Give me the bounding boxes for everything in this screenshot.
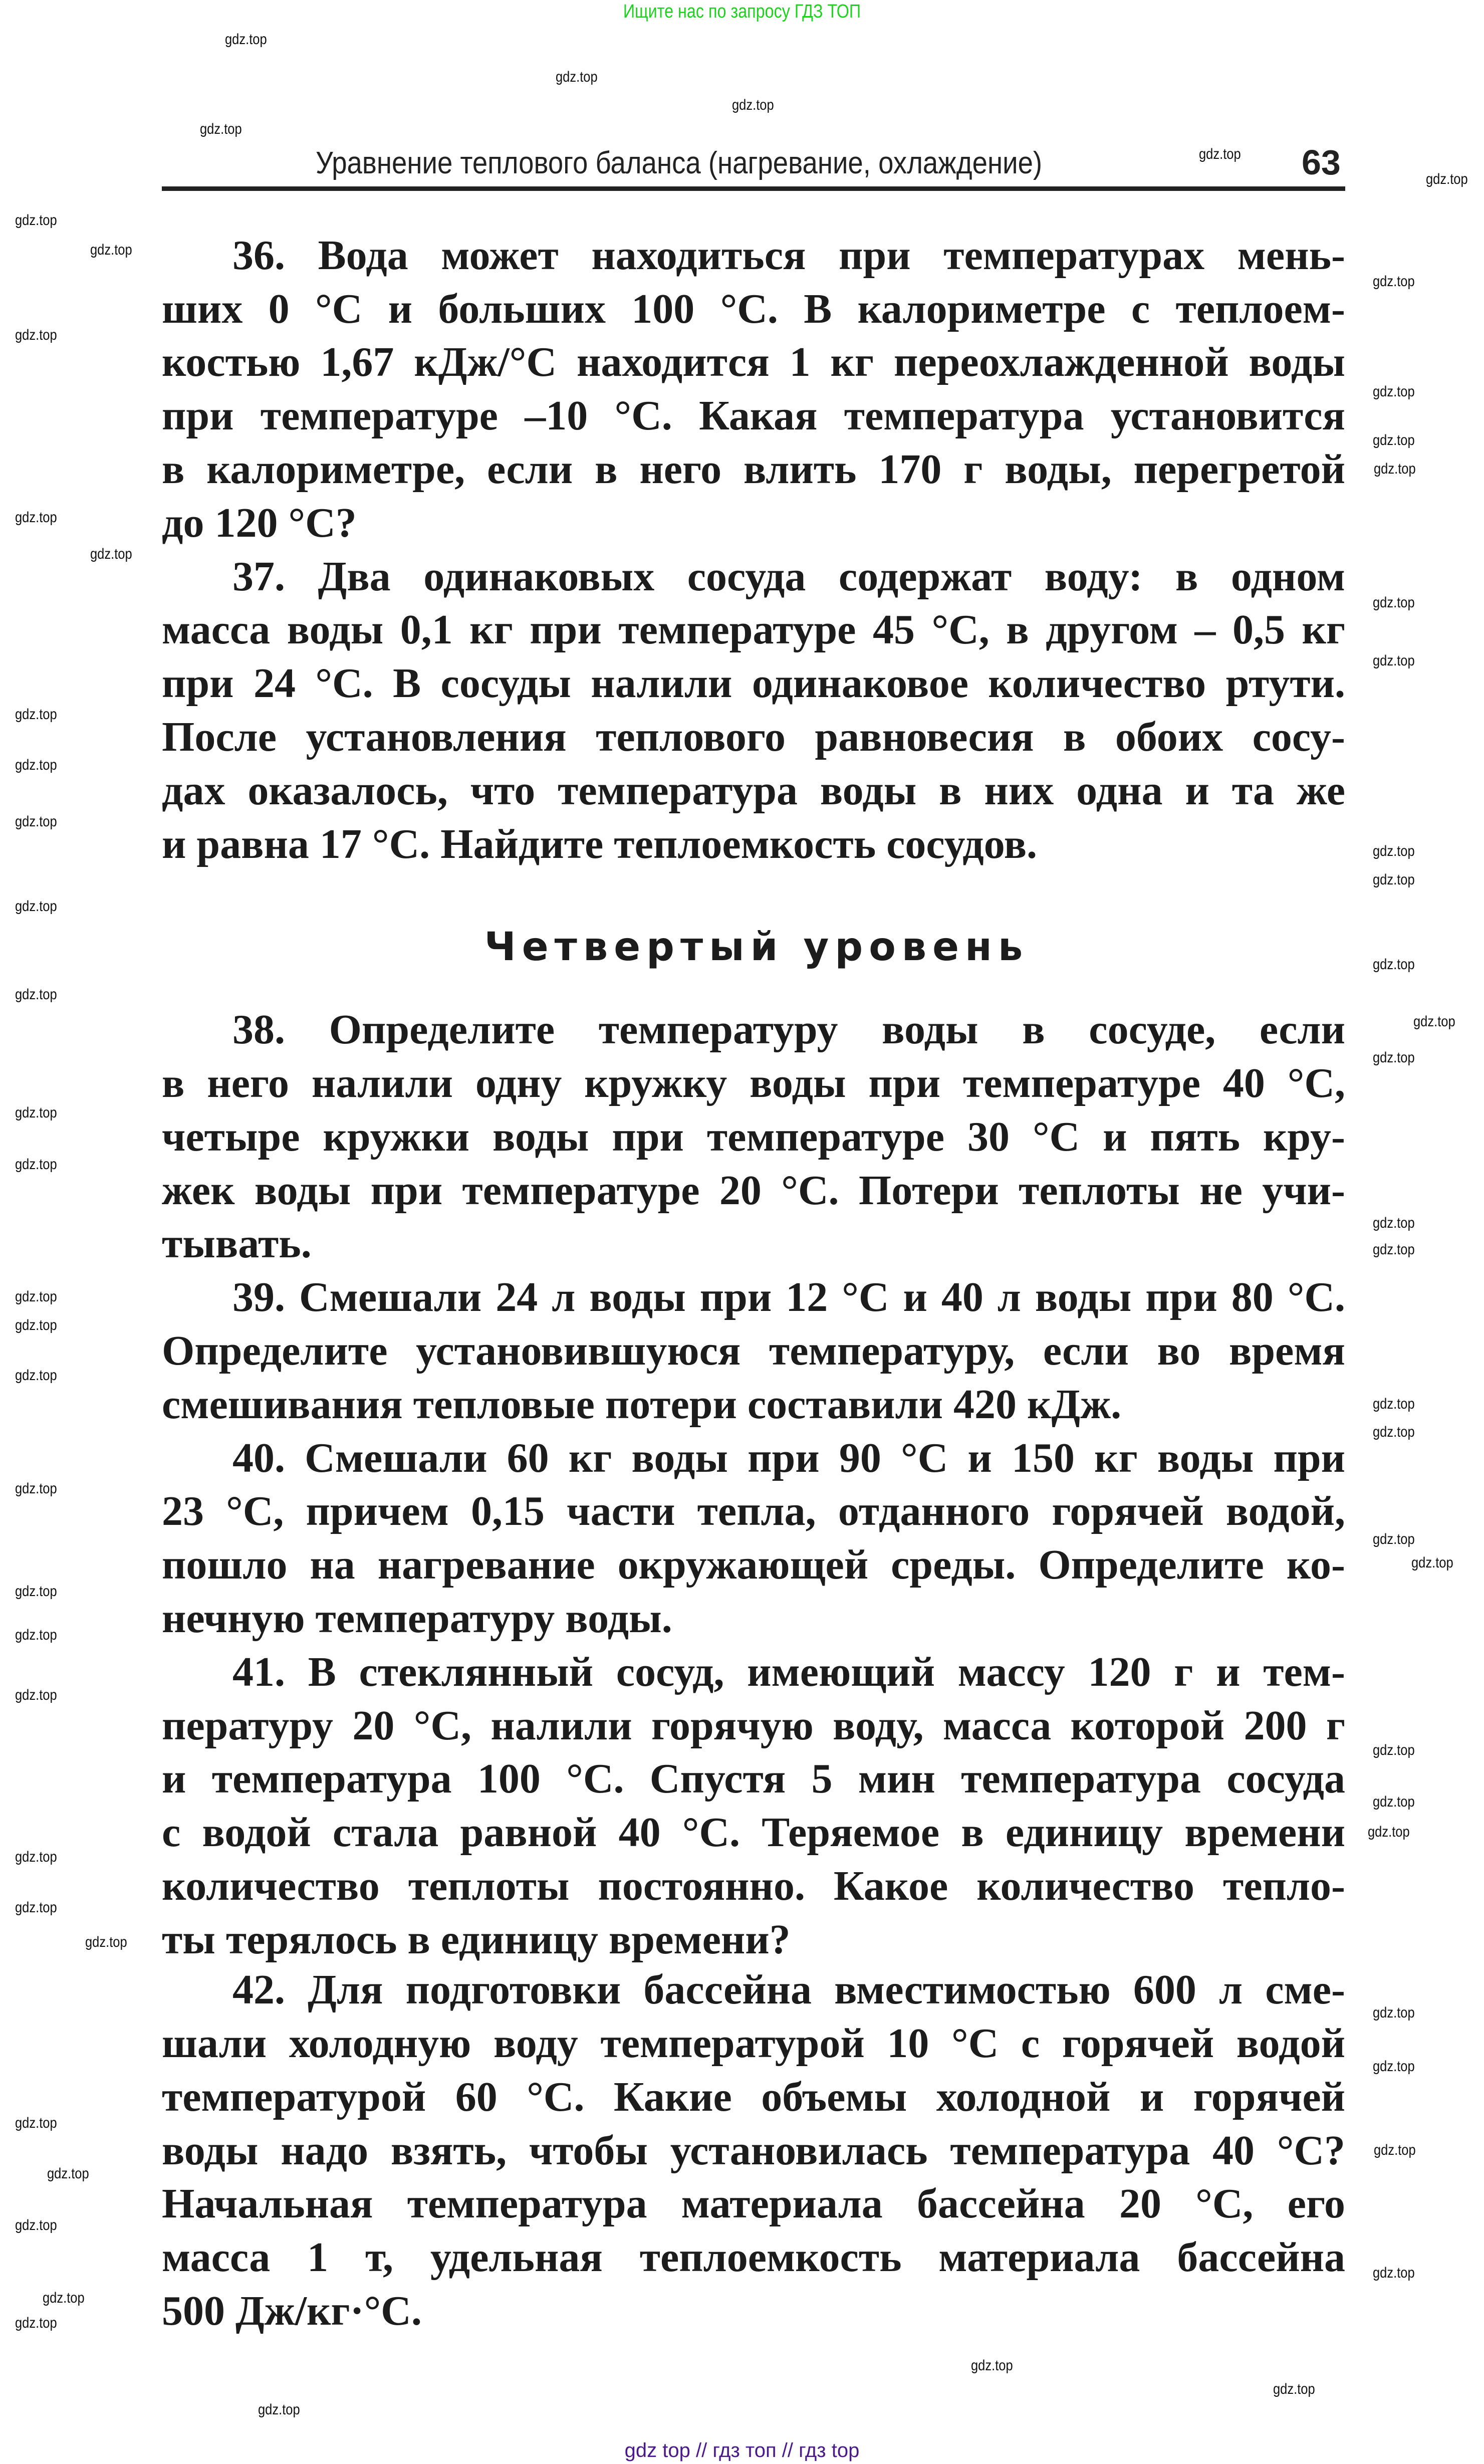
watermark: gdz.top <box>1373 432 1415 449</box>
problem-36-line <box>232 229 1345 282</box>
watermark: gdz.top <box>1373 594 1415 611</box>
problem-37-line <box>232 550 1345 603</box>
watermark: gdz.top <box>731 97 774 114</box>
problem-text: температурой 60 °C. Какие объемы холодной и горячей <box>162 2073 1345 2120</box>
problem-41-line <box>162 1752 1345 1806</box>
problem-38-line <box>162 1110 1345 1164</box>
watermark: gdz.top <box>1273 2381 1315 2398</box>
watermark: gdz.top <box>15 327 57 344</box>
problem-39-line <box>232 1270 1345 1324</box>
problem-37-line <box>162 817 1345 871</box>
problem-text: 23 °C, причем 0,15 части тепла, отданного горячей водой, <box>162 1488 1345 1535</box>
watermark: gdz.top <box>15 1899 57 1916</box>
problem-37-line <box>162 764 1345 817</box>
watermark: gdz.top <box>1373 956 1415 973</box>
problem-text: четыре кружки воды при температуре 30 °C и пять кру- <box>162 1113 1345 1160</box>
watermark: gdz.top <box>555 68 598 85</box>
problem-number: 36. <box>232 232 285 279</box>
watermark: gdz.top <box>199 120 242 137</box>
problem-text: Начальная температура материала бассейна 20 °C, его <box>162 2180 1345 2227</box>
problem-38-line <box>162 1056 1345 1110</box>
problem-text: Для подготовки бассейна вместимостью 600 л сме- <box>308 1966 1346 2013</box>
problem-text: воды надо взять, чтобы установилась температура 40 °C? <box>162 2127 1345 2174</box>
header-rule <box>162 186 1345 191</box>
problem-text: Смешали 24 л воды при 12 °C и 40 л воды при 80 °C. <box>299 1274 1346 1321</box>
problem-36-line <box>162 496 1345 550</box>
watermark: gdz.top <box>225 31 267 48</box>
problem-text: 500 Дж/кг·°C. <box>162 2287 422 2334</box>
problem-text: пошло на нагревание окружающей среды. Определите ко- <box>162 1541 1345 1589</box>
problem-text: шали холодную воду температурой 10 °C с горячей водой <box>162 2020 1345 2067</box>
problem-40-line <box>162 1484 1345 1538</box>
problem-text: нечную температуру воды. <box>162 1595 672 1642</box>
problem-text: костью 1,67 кДж/°C находится 1 кг переохлажденной воды <box>162 339 1345 386</box>
watermark: gdz.top <box>1373 843 1415 860</box>
watermark: gdz.top <box>15 1583 57 1600</box>
problem-42-line <box>162 2017 1345 2070</box>
problem-42-line <box>232 1963 1345 2017</box>
problem-text: ших 0 °C и больших 100 °C. В калориметре с теплоем- <box>162 285 1345 332</box>
problem-number: 37. <box>232 553 285 600</box>
problem-40-line <box>232 1431 1345 1485</box>
problem-number: 41. <box>232 1648 285 1695</box>
problem-text: масса 1 т, удельная теплоемкость материала бассейна <box>162 2234 1345 2281</box>
problem-text: и равна 17 °C. Найдите теплоемкость сосудов. <box>162 820 1038 867</box>
problem-text: при 24 °C. В сосуды налили одинаковое количество ртути. <box>162 660 1345 707</box>
problem-text: Определите температуру воды в сосуде, если <box>329 1006 1346 1053</box>
watermark: gdz.top <box>1373 1741 1415 1758</box>
watermark: gdz.top <box>47 2165 89 2182</box>
watermark: gdz.top <box>90 242 132 259</box>
watermark: gdz.top <box>1373 1241 1415 1258</box>
problem-text: Определите установившуюся температуру, если во время <box>162 1327 1345 1374</box>
watermark: gdz.top <box>1425 171 1468 188</box>
watermark: gdz.top <box>15 756 57 773</box>
problem-40-line <box>162 1538 1345 1592</box>
watermark: gdz.top <box>1373 1049 1415 1066</box>
promo-links-bottom[interactable]: gdz top // гдз топ // гдз top <box>624 2439 860 2461</box>
watermark: gdz.top <box>1373 652 1415 669</box>
problem-40-line <box>162 1592 1345 1645</box>
problem-text: при температуре –10 °C. Какая температура установится <box>162 392 1345 439</box>
watermark: gdz.top <box>15 1627 57 1644</box>
watermark: gdz.top <box>90 545 132 562</box>
page-number: 63 <box>1302 143 1341 182</box>
problem-42-line <box>162 2124 1345 2177</box>
watermark: gdz.top <box>1373 1794 1415 1811</box>
watermark: gdz.top <box>15 1367 57 1384</box>
problem-41-line <box>162 1859 1345 1913</box>
problem-39-line <box>162 1324 1345 1378</box>
watermark: gdz.top <box>1373 871 1415 888</box>
problem-39-line <box>162 1378 1345 1431</box>
watermark: gdz.top <box>970 2357 1013 2374</box>
watermark: gdz.top <box>15 1156 57 1173</box>
watermark: gdz.top <box>1373 1530 1415 1547</box>
watermark: gdz.top <box>1373 383 1415 400</box>
problem-37-line <box>162 710 1345 764</box>
watermark: gdz.top <box>1373 2058 1415 2075</box>
problem-41-line <box>232 1645 1345 1699</box>
watermark: gdz.top <box>15 1288 57 1305</box>
problem-38-line <box>162 1164 1345 1217</box>
watermark: gdz.top <box>15 1104 57 1121</box>
watermark: gdz.top <box>1374 2141 1416 2158</box>
problem-36-line <box>162 335 1345 389</box>
watermark: gdz.top <box>1411 1554 1454 1571</box>
watermark: gdz.top <box>15 1480 57 1497</box>
watermark: gdz.top <box>1374 461 1416 478</box>
problem-text: жек воды при температуре 20 °C. Потери теплоты не учи- <box>162 1167 1345 1214</box>
promo-banner-top[interactable]: Ищите нас по запросу ГДЗ ТОП <box>623 1 861 22</box>
watermark: gdz.top <box>15 509 57 526</box>
problem-36-line <box>162 442 1345 496</box>
watermark: gdz.top <box>15 898 57 915</box>
problem-38-line <box>232 1003 1345 1056</box>
problem-text: Вода может находиться при температурах мень- <box>318 232 1345 279</box>
watermark: gdz.top <box>15 1316 57 1333</box>
problem-text: количество теплоты постоянно. Какое количество тепло- <box>162 1862 1345 1909</box>
problem-number: 39. <box>232 1274 285 1321</box>
watermark: gdz.top <box>1199 145 1242 162</box>
watermark: gdz.top <box>1413 1013 1455 1030</box>
problem-text: тывать. <box>162 1220 312 1267</box>
watermark: gdz.top <box>42 2289 85 2306</box>
problem-42-line <box>162 2230 1345 2284</box>
section-heading: Четвертый уровень <box>484 925 1029 970</box>
problem-number: 42. <box>232 1966 285 2013</box>
problem-37-line <box>162 603 1345 656</box>
watermark: gdz.top <box>1373 273 1415 290</box>
problem-text: пературу 20 °C, налили горячую воду, масса которой 200 г <box>162 1702 1345 1749</box>
watermark: gdz.top <box>1373 2004 1415 2022</box>
problem-text: дах оказалось, что температура воды в них одна и та же <box>162 767 1345 814</box>
watermark: gdz.top <box>15 1849 57 1866</box>
running-head: Уравнение теплового баланса (нагревание, охлаждение) <box>316 146 1043 180</box>
problem-text: смешивания тепловые потери составили 420 кДж. <box>162 1381 1122 1428</box>
watermark: gdz.top <box>1373 1424 1415 1441</box>
watermark: gdz.top <box>15 986 57 1003</box>
watermark: gdz.top <box>85 1933 127 1950</box>
problem-text: Два одинаковых сосуда содержат воду: в одном <box>318 553 1346 600</box>
problem-42-line <box>162 2177 1345 2230</box>
watermark: gdz.top <box>1373 2264 1415 2281</box>
problem-text: ты терялось в единицу времени? <box>162 1916 791 1963</box>
problem-text: Смешали 60 кг воды при 90 °C и 150 кг воды при <box>305 1434 1346 1481</box>
watermark: gdz.top <box>15 2217 57 2234</box>
watermark: gdz.top <box>15 2315 57 2332</box>
watermark: gdz.top <box>15 813 57 830</box>
problem-text: в калориметре, если в него влить 170 г воды, перегретой <box>162 446 1345 493</box>
problem-text: до 120 °C? <box>162 499 357 546</box>
watermark: gdz.top <box>15 1686 57 1703</box>
watermark: gdz.top <box>1373 1214 1415 1231</box>
problem-text: с водой стала равной 40 °C. Теряемое в единицу времени <box>162 1809 1345 1856</box>
problem-text: После установления теплового равновесия в обоих сосу- <box>162 713 1345 760</box>
problem-text: в него налили одну кружку воды при температуре 40 °C, <box>162 1060 1345 1106</box>
problem-42-line <box>162 2070 1345 2124</box>
problem-42-line <box>162 2284 1345 2338</box>
problem-41-line <box>162 1699 1345 1752</box>
problem-41-line <box>162 1806 1345 1859</box>
watermark: gdz.top <box>15 211 57 229</box>
problem-38-line <box>162 1217 1345 1270</box>
problem-number: 40. <box>232 1434 285 1481</box>
watermark: gdz.top <box>1368 1824 1410 1841</box>
problem-36-line <box>162 389 1345 442</box>
problem-number: 38. <box>232 1006 285 1053</box>
watermark: gdz.top <box>15 706 57 723</box>
problem-text: и температура 100 °C. Спустя 5 мин температура сосуда <box>162 1755 1345 1803</box>
problem-text: В стеклянный сосуд, имеющий массу 120 г и тем- <box>308 1648 1345 1695</box>
watermark: gdz.top <box>1373 1395 1415 1412</box>
problem-41-line <box>162 1913 1345 1966</box>
problem-text: масса воды 0,1 кг при температуре 45 °C, в другом – 0,5 кг <box>162 606 1345 653</box>
problem-37-line <box>162 656 1345 710</box>
problem-36-line <box>162 282 1345 336</box>
watermark: gdz.top <box>15 2115 57 2132</box>
watermark: gdz.top <box>258 2401 300 2418</box>
